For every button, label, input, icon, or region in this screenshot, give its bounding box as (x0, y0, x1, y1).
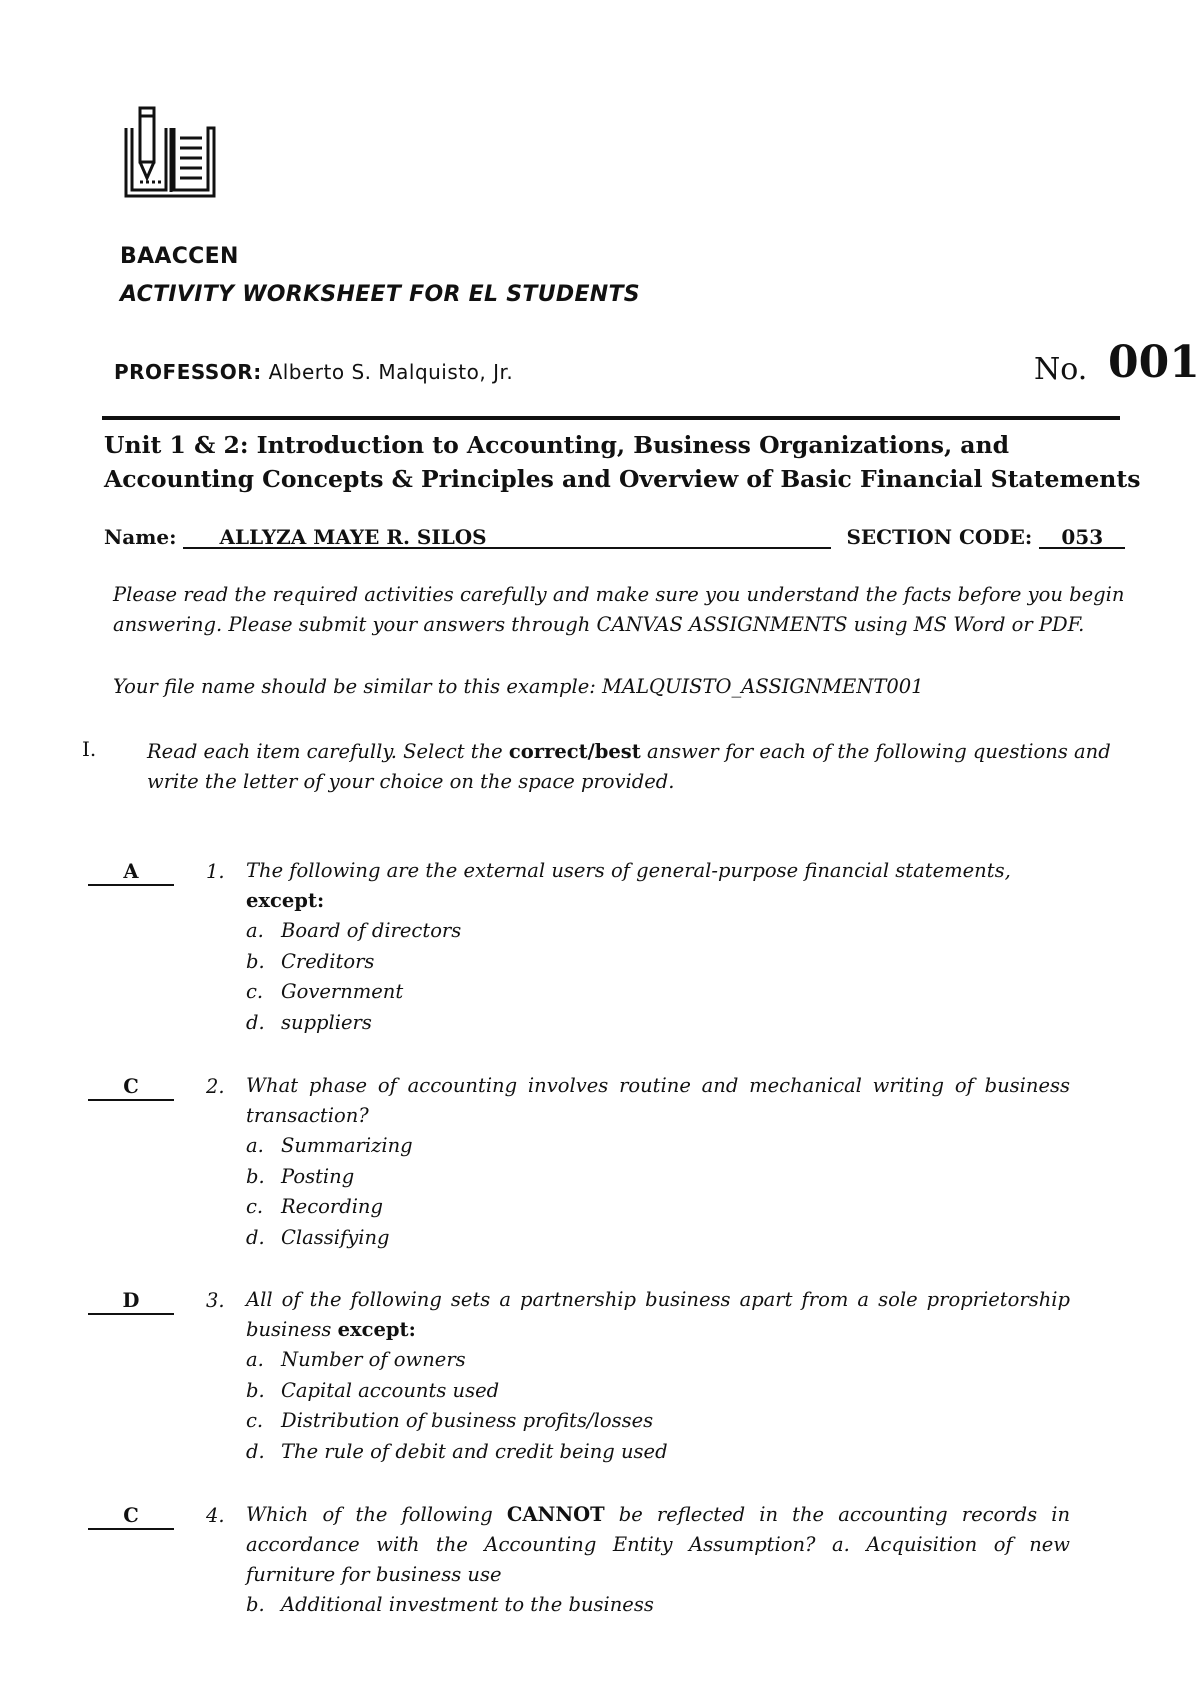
option-item: a. Number of owners (246, 1348, 466, 1371)
worksheet-number: 001 (1108, 337, 1200, 388)
option-item: b. Posting (246, 1164, 355, 1188)
worksheet-title: ACTIVITY WORKSHEET FOR EL STUDENTS (120, 282, 640, 307)
answer-value: D (122, 1289, 140, 1312)
answer-blank[interactable] (88, 1289, 174, 1315)
answer-blank[interactable] (88, 860, 174, 886)
question-text: The following are the external users of general-purpose financial statements, except: (246, 859, 1011, 912)
option-item: d. suppliers (246, 1010, 372, 1034)
option-item: b. Capital accounts used (246, 1378, 500, 1402)
answer-value: A (123, 860, 139, 883)
option-item: b. Creditors (246, 949, 375, 973)
professor-label: PROFESSOR: (114, 360, 262, 384)
question-number: 2. (206, 1075, 225, 1098)
option-item: b. Additional investment to the business (246, 1593, 654, 1616)
professor-name: Alberto S. Malquisto, Jr. (268, 360, 514, 384)
emphasis-text: correct/best (508, 740, 641, 763)
option-list (246, 1590, 654, 1621)
question-number: 3. (206, 1289, 225, 1312)
number-label: No. (1034, 352, 1088, 387)
section-value: 053 (1061, 525, 1104, 549)
option-item: d. Classifying (246, 1225, 390, 1249)
option-item: a. Summarizing (246, 1134, 413, 1157)
name-value: ALLYZA MAYE R. SILOS (219, 525, 487, 549)
org-name: BAACCEN (120, 244, 239, 269)
name-label: Name: (104, 525, 177, 549)
name-field[interactable] (183, 527, 831, 549)
section-instructions: Read each item carefully. Select the correct/best answer for each of the following questions and write the letter of your choice on the space provided. (147, 740, 1111, 793)
instructions-paragraph: Please read the required activities carefully and make sure you understand the facts before you begin answering. Please submit your answers through CANVAS ASSIGNMENTS using MS Word or PDF. (113, 583, 1125, 636)
option-item: c. Government (246, 980, 404, 1003)
option-item: c. Distribution of business profits/losses (246, 1409, 654, 1432)
question-number: 4. (206, 1504, 225, 1527)
question-text: All of the following sets a partnership business apart from a sole proprietorship business except: (246, 1288, 1070, 1341)
option-item: c. Recording (246, 1195, 383, 1218)
section-numeral: I. (82, 737, 97, 761)
question-text: What phase of accounting involves routine and mechanical writing of business transaction? (246, 1074, 1070, 1127)
option-item: d. The rule of debit and credit being used (246, 1439, 668, 1463)
section-field[interactable] (1039, 527, 1125, 549)
emphasis-text: except: (246, 889, 325, 912)
question-number: 1. (206, 860, 225, 883)
filename-instruction: Your file name should be similar to this example: MALQUISTO_ASSIGNMENT001 (113, 675, 924, 698)
answer-blank[interactable] (88, 1504, 174, 1530)
answer-value: C (123, 1504, 139, 1527)
book-pen-icon (118, 100, 224, 202)
header-divider (102, 416, 1120, 420)
option-list (246, 1345, 668, 1467)
unit-title: Unit 1 & 2: Introduction to Accounting, Business Organizations, and Accounting Concepts & Principles and Overview of Basic Financial Statements (104, 431, 1141, 493)
emphasis-text: except: (337, 1318, 416, 1341)
option-item: a. Board of directors (246, 919, 462, 942)
question-text: Which of the following CANNOT be reflected in the accounting records in accordance with the Accounting Entity Assumption? a. Acquisition of new furniture for business use (246, 1503, 1070, 1586)
option-list (246, 1131, 413, 1253)
emphasis-text: CANNOT (506, 1503, 605, 1526)
answer-value: C (123, 1075, 139, 1098)
professor-line (114, 360, 513, 384)
section-label: SECTION CODE: (846, 525, 1033, 549)
option-list (246, 916, 461, 1038)
answer-blank[interactable] (88, 1075, 174, 1101)
student-info-row (104, 525, 1125, 549)
